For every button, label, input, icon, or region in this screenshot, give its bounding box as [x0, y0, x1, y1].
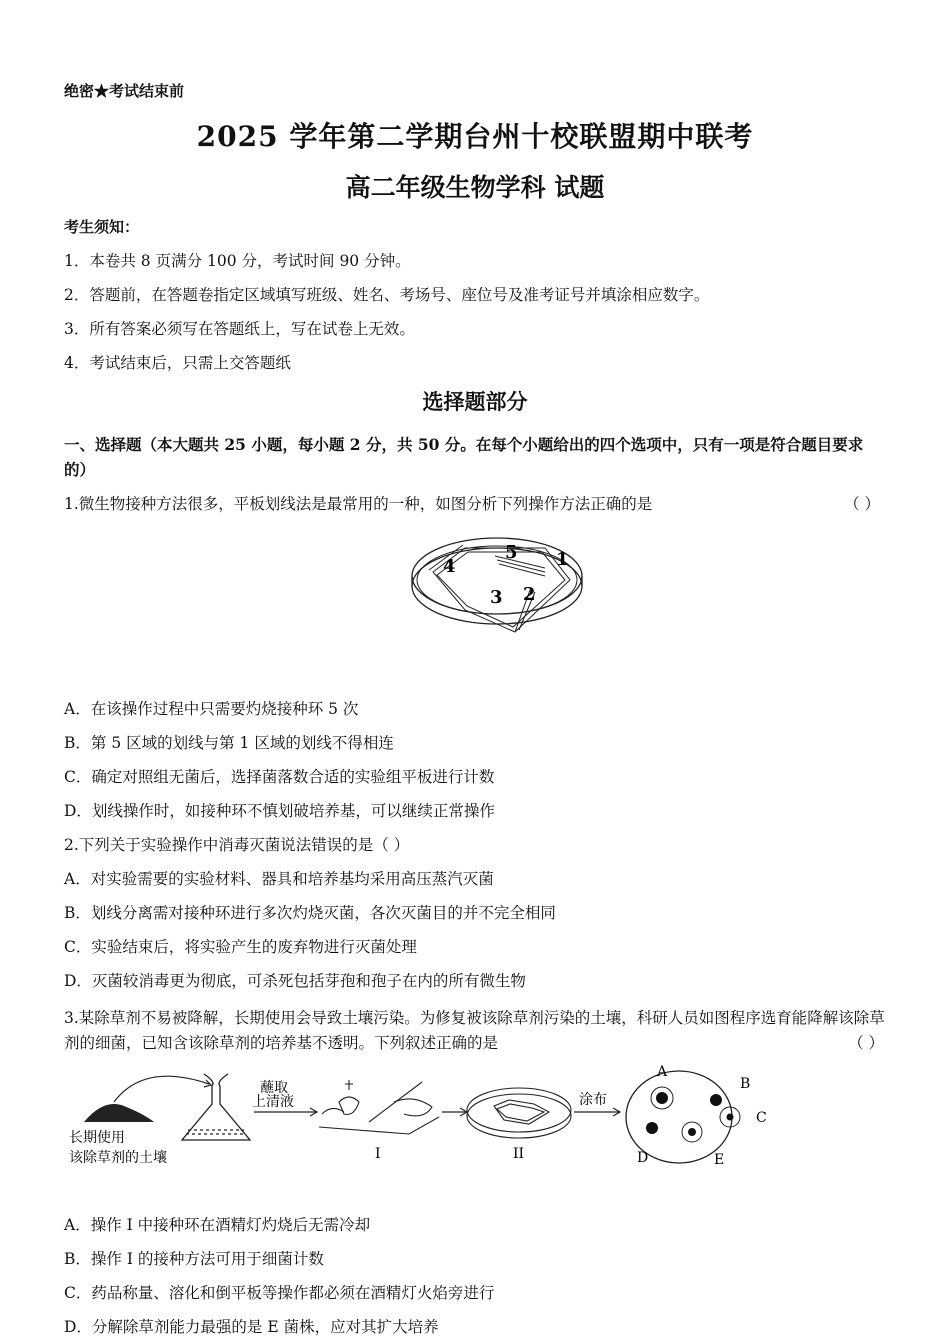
conical-flask [182, 1074, 250, 1140]
option-c: C．确定对照组无菌后，选择菌落数合适的实验组平板进行计数 [64, 768, 495, 786]
option-d: D．划线操作时，如接种环不慎划破培养基，可以继续正常操作 [64, 802, 495, 820]
herbicide-bacteria-screening-figure [64, 1062, 784, 1177]
option-b: B．操作 I 的接种方法可用于细菌计数 [64, 1250, 324, 1268]
soil-label: 该除草剂的土壤 [69, 1150, 167, 1166]
question-1-stem [64, 492, 884, 517]
option-c: C．实验结束后，将实验产生的废弃物进行灭菌处理 [64, 938, 417, 956]
streak-zone-label: 4 [443, 556, 456, 577]
arrow-label: 涂布 [579, 1092, 607, 1108]
option-d: D．分解除草剂能力最强的是 E 菌株，应对其扩大培养 [64, 1318, 439, 1336]
streaked-plate [467, 1088, 571, 1138]
notice-item: 1．本卷共 8 页满分 100 分，考试时间 90 分钟。 [64, 252, 411, 270]
inoculation-loop-operation [319, 1080, 439, 1134]
arrow-label: 上清液 [252, 1094, 294, 1110]
notice-heading: 考生须知： [64, 218, 140, 236]
option-a: A．对实验需要的实验材料、器具和培养基均采用高压蒸汽灭菌 [64, 870, 494, 888]
notice-item: 4．考试结束后，只需上交答题纸 [64, 354, 291, 372]
step-label: II [513, 1146, 525, 1162]
streak-zone-label: 5 [505, 542, 518, 563]
option-c: C．药品称量、溶化和倒平板等操作都必须在酒精灯火焰旁进行 [64, 1284, 495, 1302]
question-2-stem: 2.下列关于实验操作中消毒灭菌说法错误的是（ ） [64, 836, 410, 854]
arrow-label: 蘸取 [260, 1080, 288, 1096]
colony-label: E [714, 1152, 725, 1168]
streak-zone-label: 2 [523, 584, 536, 605]
notice-item: 3．所有答案必须写在答题纸上，写在试卷上无效。 [64, 320, 415, 338]
soil-mound [84, 1104, 154, 1122]
question-stem-text: 3.某除草剂不易被降解，长期使用会导致土壤污染。为修复被该除草剂污染的土壤，科研人员如图程序选育能降解该除草剂的细菌，已知含该除草剂的培养基不透明。下列叙述正确的是 [64, 1009, 885, 1052]
option-b: B．划线分离需对接种环进行多次灼烧灭菌，各次灭菌目的并不完全相同 [64, 904, 556, 922]
option-b: B．第 5 区域的划线与第 1 区域的划线不得相连 [64, 734, 394, 752]
exam-subtitle: 高二年级生物学科 试题 [345, 173, 605, 202]
streak-zone-label: 3 [490, 587, 503, 608]
option-a: A．在该操作过程中只需要灼烧接种环 5 次 [64, 700, 359, 718]
colony-label: A [657, 1064, 668, 1080]
part-heading: 一、选择题（本大题共 25 小题，每小题 2 分，共 50 分。在每个小题给出的四个选项中，只有一项是符合题目要求的） [64, 435, 864, 479]
exam-title: 2025 学年第二学期台州十校联盟期中联考 [196, 120, 754, 153]
option-a: A．操作 I 中接种环在酒精灯灼烧后无需冷却 [64, 1216, 371, 1234]
streak-zone-label: 1 [556, 549, 569, 570]
option-d: D．灭菌较消毒更为彻底，可杀死包括芽孢和孢子在内的所有微生物 [64, 972, 526, 990]
colony-label: D [637, 1150, 649, 1166]
answer-blank: （ ） [848, 1034, 884, 1052]
confidential-mark: 绝密★考试结束前 [64, 82, 185, 100]
question-3-stem [64, 1006, 888, 1056]
notice-item: 2．答题前，在答题卷指定区域填写班级、姓名、考场号、座位号及准考证号并填涂相应数字。 [64, 286, 710, 304]
section-heading: 选择题部分 [422, 389, 528, 414]
petri-dish-streak-figure [405, 520, 590, 660]
answer-blank: （ ） [844, 495, 880, 513]
question-stem-text: 1.微生物接种方法很多，平板划线法是最常用的一种，如图分析下列操作方法正确的是 [64, 495, 653, 513]
colony-label: C [756, 1110, 767, 1126]
step-label: I [375, 1146, 381, 1162]
soil-label: 长期使用 [69, 1130, 125, 1146]
colony-label: B [740, 1076, 751, 1092]
